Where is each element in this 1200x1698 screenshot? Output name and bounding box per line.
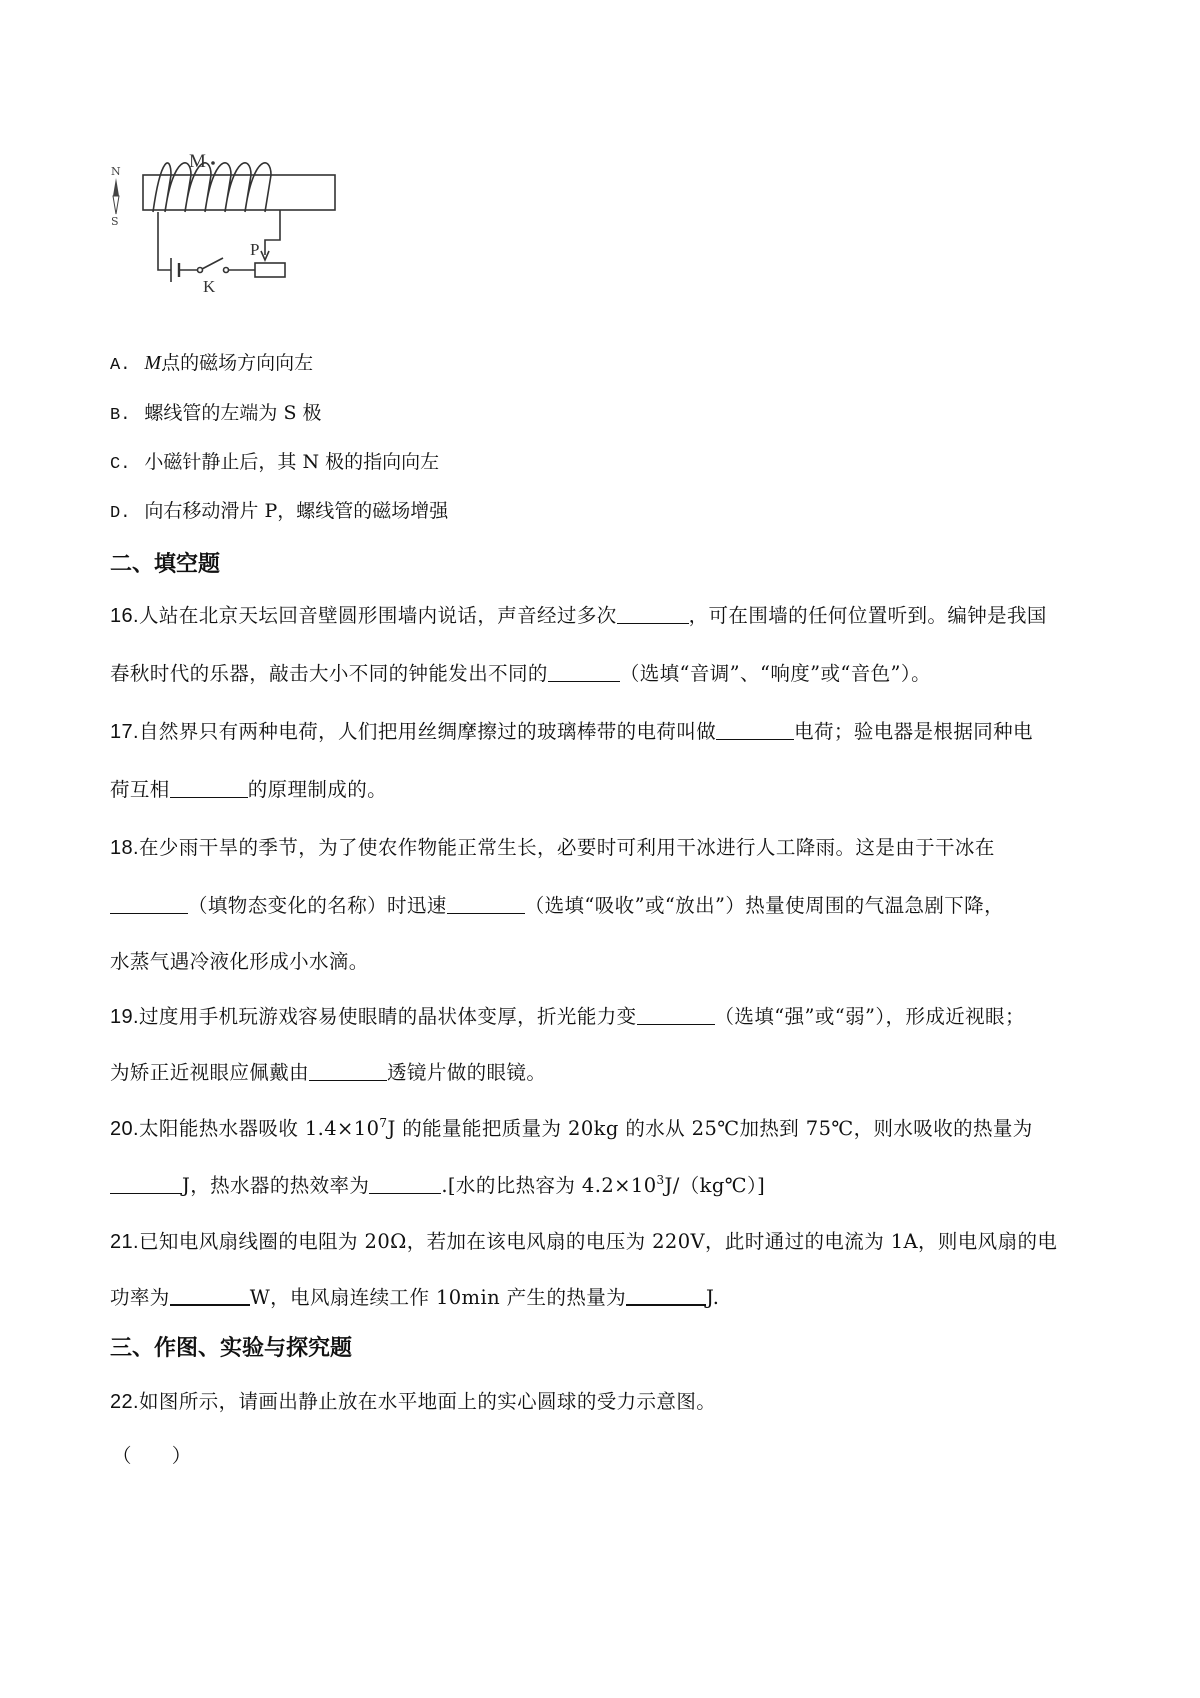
option-text: 向右移动滑片 P，螺线管的磁场增强	[144, 500, 449, 522]
option-letter: A.	[110, 356, 131, 375]
question-text: J/（kg℃）]	[664, 1174, 766, 1197]
question-text: W，电风扇连续工作 10min 产生的热量为	[249, 1286, 627, 1309]
question-22	[110, 1386, 716, 1414]
question-number: 19.	[110, 1006, 140, 1028]
slider-p-label: P	[250, 240, 260, 259]
answer-blank	[548, 663, 620, 682]
switch-contact	[224, 268, 229, 273]
option-letter: C.	[110, 455, 131, 474]
answer-blank	[369, 1175, 441, 1194]
question-text: 过度用手机玩游戏容易使眼睛的晶状体变厚，折光能力变	[139, 1005, 637, 1028]
switch-k-label: K	[203, 277, 216, 296]
question-number: 22.	[110, 1391, 140, 1413]
question-16-line-2	[110, 658, 931, 686]
option-letter: D.	[110, 504, 131, 523]
answer-blank	[309, 1062, 387, 1081]
question-text: 电荷；验电器是根据同种电	[794, 720, 1033, 743]
compass-south-label: S	[111, 215, 119, 228]
question-17-line-2	[110, 774, 387, 802]
answer-blank	[447, 895, 525, 914]
point-m-label: M	[189, 151, 206, 172]
exponent: 7	[379, 1116, 388, 1130]
left-wire	[158, 212, 171, 270]
question-text: 的原理制成的。	[247, 778, 388, 801]
question-18-line-2	[110, 890, 1004, 918]
question-text: 在少雨干旱的季节，为了使农作物能正常生长，必要时可利用干冰进行人工降雨。这是由于干冰在	[139, 836, 995, 859]
question-number: 21.	[110, 1231, 140, 1253]
question-text: 已知电风扇线圈的电阻为 20Ω，若加在该电风扇的电压为 220V，此时通过的电流为 1A，则电风扇的电	[139, 1230, 1058, 1253]
question-text: 为矫正近视眼应佩戴由	[110, 1061, 310, 1084]
point-m-dot	[211, 161, 215, 165]
question-17-line-1	[110, 716, 1033, 744]
question-text: 太阳能热水器吸收 1.4×10	[139, 1117, 380, 1140]
question-text: 如图所示，请画出静止放在水平地面上的实心圆球的受力示意图。	[139, 1390, 717, 1413]
question-text: （填物态变化的名称）时迅速	[188, 894, 447, 917]
answer-blank	[637, 1006, 715, 1025]
option-variable: M	[144, 352, 162, 374]
question-text: （选填“强”或“弱”），形成近视眼；	[714, 1005, 1025, 1028]
option-letter: B.	[110, 406, 131, 425]
question-text: J 的能量能把质量为 20kg 的水从 25℃加热到 75℃，则水吸收的热量为	[387, 1117, 1033, 1140]
question-text: 荷互相	[110, 778, 170, 801]
right-wire	[265, 210, 280, 255]
answer-blank	[170, 1286, 250, 1306]
compass-north-label: N	[111, 165, 121, 178]
solenoid-coil	[153, 163, 271, 212]
option-b	[110, 398, 322, 425]
solenoid-circuit-figure	[105, 150, 345, 305]
question-text: J.	[706, 1286, 720, 1309]
question-text: （选填“音调”、“响度”或“音色”）。	[619, 662, 931, 685]
question-text: 水蒸气遇冷液化形成小水滴。	[110, 950, 369, 973]
question-number: 16.	[110, 605, 140, 627]
answer-blank	[617, 605, 689, 624]
answer-blank	[626, 1286, 706, 1306]
question-19-line-2	[110, 1057, 546, 1085]
option-text: 螺线管的左端为 S 极	[144, 402, 322, 424]
answer-blank	[110, 1175, 182, 1194]
question-number: 20.	[110, 1118, 140, 1140]
option-text: 点的磁场方向向左	[161, 352, 314, 374]
question-16-line-1	[110, 600, 1047, 628]
answer-blank	[716, 721, 794, 740]
question-21-line-1	[110, 1226, 1057, 1254]
section-heading-fill-in: 二、填空题	[110, 552, 221, 577]
option-text: 小磁针静止后，其 N 极的指向向左	[144, 451, 440, 473]
section-heading-drawing-experiment: 三、作图、实验与探究题	[110, 1336, 353, 1361]
switch-blade	[202, 258, 223, 269]
option-c	[110, 447, 439, 474]
question-20-line-1	[110, 1113, 1033, 1141]
answer-blank	[110, 895, 188, 914]
answer-blank	[170, 779, 248, 798]
question-text: （选填“吸收”或“放出”）热量使周围的气温急剧下降，	[524, 894, 1004, 917]
question-text: ，可在围墙的任何位置听到。编钟是我国	[688, 604, 1047, 627]
question-number: 18.	[110, 837, 140, 859]
option-d	[110, 496, 448, 523]
compass-needle	[113, 178, 119, 214]
answer-parentheses: （ ）	[112, 1444, 192, 1467]
option-a	[110, 348, 313, 375]
question-text: J，热水器的热效率为	[182, 1174, 370, 1197]
question-18-line-3	[110, 946, 369, 974]
question-text: 自然界只有两种电荷，人们把用丝绸摩擦过的玻璃棒带的电荷叫做	[139, 720, 717, 743]
question-text: 透镜片做的眼镜。	[387, 1061, 547, 1084]
question-21-line-2	[110, 1282, 719, 1310]
question-text: 功率为	[110, 1286, 170, 1309]
question-20-line-2	[110, 1170, 765, 1198]
question-text: 春秋时代的乐器，敲击大小不同的钟能发出不同的	[110, 662, 548, 685]
rheostat	[255, 263, 285, 277]
question-text: 人站在北京天坛回音壁圆形围墙内说话，声音经过多次	[139, 604, 617, 627]
question-number: 17.	[110, 721, 140, 743]
question-19-line-1	[110, 1001, 1025, 1029]
exponent: 3	[656, 1173, 665, 1187]
question-18-line-1	[110, 832, 995, 860]
question-text: .[水的比热容为 4.2×10	[441, 1174, 657, 1197]
